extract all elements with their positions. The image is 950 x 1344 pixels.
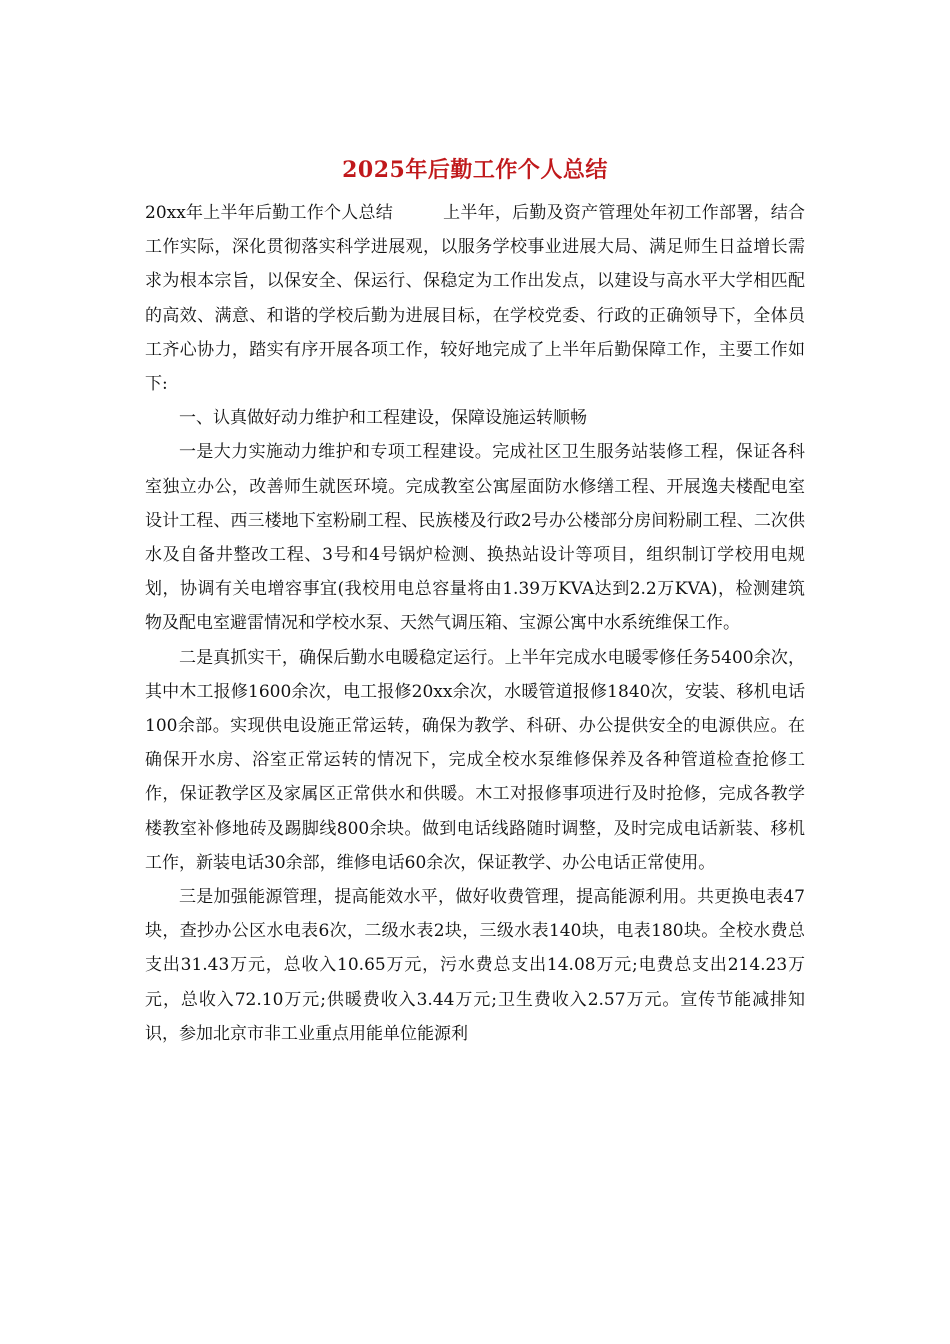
document-title: 2025年后勤工作个人总结 bbox=[342, 157, 608, 183]
document-body bbox=[145, 196, 805, 1051]
intro-paragraph bbox=[145, 196, 805, 401]
intro-heading: 20xx年上半年后勤工作个人总结 bbox=[145, 203, 393, 223]
paragraph-2: 二是真抓实干，确保后勤水电暖稳定运行。上半年完成水电暖零修任务5400余次，其中木工报修1600余次，电工报修20xx余次，水暖管道报修1840次，安装、移机电话100余部。实现供电设施正常运转，确保为教学、科研、办公提供安全的电源供应。在确保开水房、浴室正常运转的情况下，完成全校水泵维修保养及各种管道检查抢修工作，保证教学区及家属区正常供水和供暖。木工对报修事项进行及时抢修，完成各教学楼教室补修地砖及踢脚线800余块。做到电话线路随时调整，及时完成电话新装、移机工作，新装电话30余部，维修电话60余次，保证教学、办公电话正常使用。 bbox=[145, 647, 805, 873]
paragraph-1: 一是大力实施动力维护和专项工程建设。完成社区卫生服务站装修工程，保证各科室独立办公，改善师生就医环境。完成教室公寓屋面防水修缮工程、开展逸夫楼配电室设计工程、西三楼地下室粉刷工程、民族楼及行政2号办公楼部分房间粉刷工程、二次供水及自备井整改工程、3号和4号锅炉检测、换热站设计等项目，组织制订学校用电规划，协调有关电增容事宜(我校用电总容量将由1.39万KVA达到2.2万KVA)，检测建筑物及配电室避雷情况和学校水泵、天然气调压箱、宝源公寓中水系统维保工作。 bbox=[145, 442, 805, 634]
paragraph-3: 三是加强能源管理，提高能效水平，做好收费管理，提高能源利用。共更换电表47块，查抄办公区水电表6次，二级水表2块，三级水表140块，电表180块。全校水费总支出31.43万元，总收入10.65万元，污水费总支出14.08万元;电费总支出214.23万元，总收入72.10万元;供暖费收入3.44万元;卫生费收入2.57万元。宣传节能减排知识，参加北京市非工业重点用能单位能源利 bbox=[145, 887, 805, 1044]
section-heading: 一、认真做好动力维护和工程建设，保障设施运转顺畅 bbox=[179, 408, 587, 429]
intro-text: 上半年，后勤及资产管理处年初工作部署，结合工作实际，深化贯彻落实科学进展观，以服务学校事业进展大局、满足师生日益增长需求为根本宗旨，以保安全、保运行、保稳定为工作出发点，以建设与高水平大学相匹配的高效、满意、和谐的学校后勤为进展目标，在学校党委、行政的正确领导下，全体员工齐心协力，踏实有序开展各项工作，较好地完成了上半年后勤保障工作，主要工作如下: bbox=[145, 203, 805, 395]
